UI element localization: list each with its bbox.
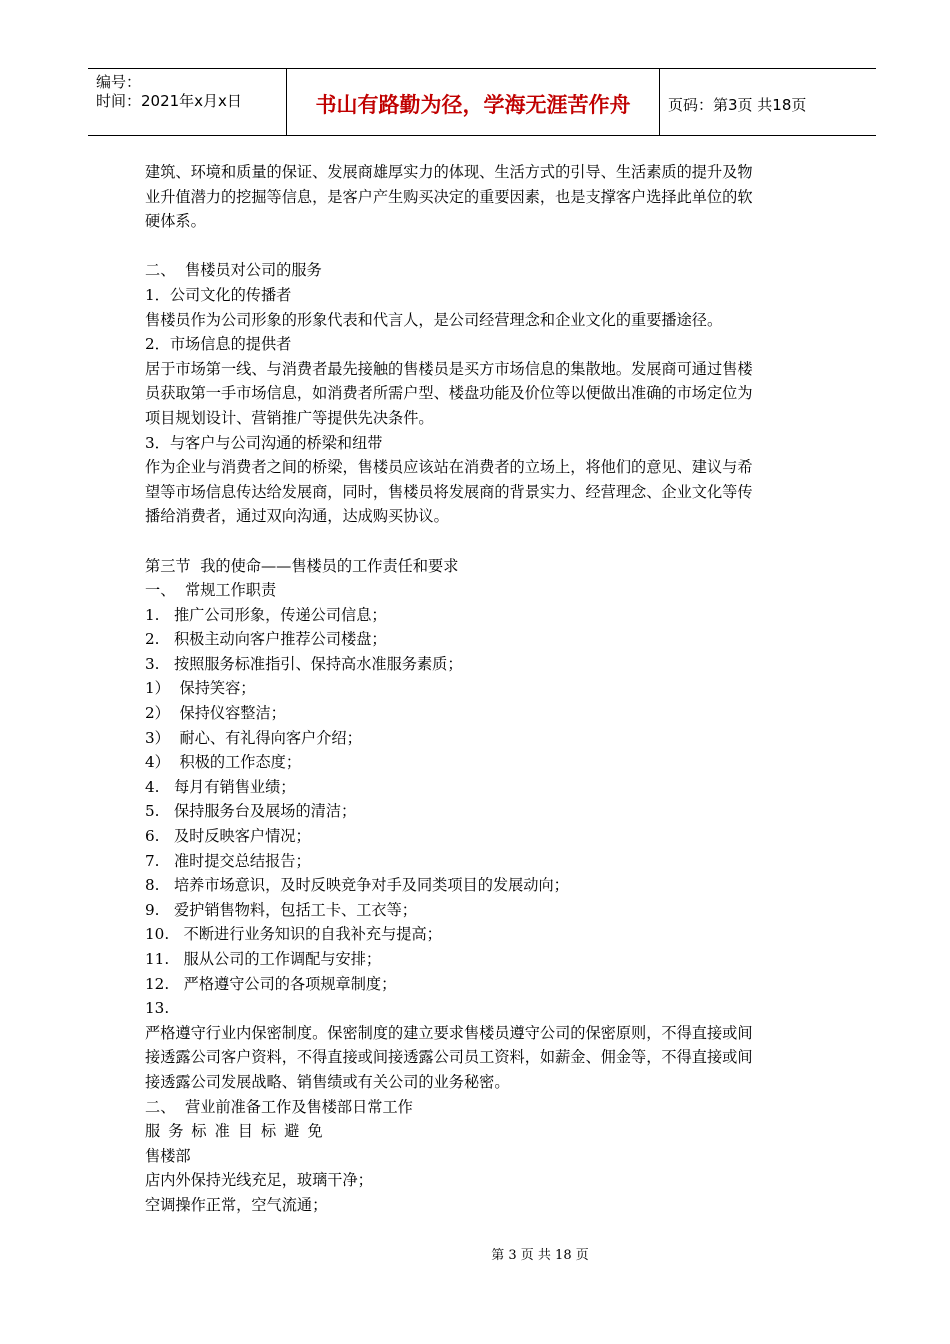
document-body: [145, 160, 825, 1218]
body-line: 望等市场信息传达给发展商，同时，售楼员将发展商的背景实力、经营理念、企业文化等传: [145, 482, 753, 501]
section-title: 第三节 我的使命——售楼员的工作责任和要求: [145, 556, 459, 575]
header-motto: 书山有路勤为径，学海无涯苦作舟: [287, 69, 660, 135]
list-item: 8. 培养市场意识，及时反映竞争对手及同类项目的发展动向；: [145, 876, 569, 895]
serial-label: 编号：: [96, 73, 142, 91]
body-line: 硬体系。: [145, 212, 206, 231]
list-item: 3） 耐心、有礼得向客户介绍；: [145, 728, 362, 747]
body-line: 空调操作正常，空气流通；: [145, 1195, 328, 1214]
blank-line: [145, 234, 825, 259]
body-line: 建筑、环境和质量的保证、发展商雄厚实力的体现、生活方式的引导、生活素质的提升及物: [145, 163, 753, 181]
section-heading: 二、 营业前准备工作及售楼部日常工作: [145, 1097, 413, 1116]
time-label: 时间：2021年x月x日: [96, 92, 242, 110]
header-meta: [88, 69, 287, 135]
table-header-line: 服务标准目标避免: [145, 1122, 331, 1141]
body-line: 接透露公司客户资料，不得直接或间接透露公司员工资料，如薪金、佣金等，不得直接或间: [145, 1048, 753, 1067]
body-line: 严格遵守行业内保密制度。保密制度的建立要求售楼员遵守公司的保密原则，不得直接或间: [145, 1023, 753, 1042]
body-line: 作为企业与消费者之间的桥梁，售楼员应该站在消费者的立场上，将他们的意见、建议与希: [145, 458, 753, 477]
list-item: 2. 积极主动向客户推荐公司楼盘；: [145, 630, 387, 649]
body-line: 业升值潜力的挖掘等信息，是客户产生购买决定的重要因素，也是支撑客户选择此单位的软: [145, 187, 753, 206]
subheading: 1．公司文化的传播者: [145, 285, 292, 304]
body-line: 店内外保持光线充足，玻璃干净；: [145, 1171, 373, 1190]
list-item: 13.: [145, 999, 170, 1018]
list-item: 2） 保持仪容整洁；: [145, 704, 286, 723]
list-item: 7. 准时提交总结报告；: [145, 851, 311, 870]
body-line: 播给消费者，通过双向沟通，达成购买协议。: [145, 507, 449, 526]
subheading: 2．市场信息的提供者: [145, 335, 292, 354]
list-item: 11. 服从公司的工作调配与安排；: [145, 950, 382, 968]
list-item: 9. 爱护销售物料，包括工卡、工衣等；: [145, 900, 417, 919]
body-line: 项目规划设计、营销推广等提供先决条件。: [145, 408, 434, 427]
list-item: 4. 每月有销售业绩；: [145, 777, 296, 796]
body-line: 接透露公司发展战略、销售绩或有关公司的业务秘密。: [145, 1072, 510, 1091]
section-heading: 一、 常规工作职责: [145, 581, 277, 600]
page-footer: 第 3 页 共 18 页: [491, 1248, 589, 1263]
list-item: 10. 不断进行业务知识的自我补充与提高；: [145, 925, 442, 944]
list-item: 12. 严格遵守公司的各项规章制度；: [145, 974, 397, 993]
subheading: 3．与客户与公司沟通的桥梁和纽带: [145, 433, 383, 452]
list-item: 1. 推广公司形象，传递公司信息；: [145, 605, 387, 624]
body-line: 员获取第一手市场信息，如消费者所需户型、楼盘功能及价位等以便做出准确的市场定位为: [145, 384, 753, 403]
section-heading: 二、 售楼员对公司的服务: [145, 261, 322, 280]
body-line: 售楼部: [145, 1146, 191, 1165]
header-page-info: 页码：第3页 共18页: [668, 95, 807, 114]
list-item: 1） 保持笑容；: [145, 679, 256, 698]
page-header: [88, 68, 876, 136]
body-line: 居于市场第一线、与消费者最先接触的售楼员是买方市场信息的集散地。发展商可通过售楼: [145, 359, 753, 378]
body-line: 售楼员作为公司形象的形象代表和代言人，是公司经营理念和企业文化的重要播途径。: [145, 310, 723, 329]
blank-line: [145, 529, 825, 554]
list-item: 3. 按照服务标准指引、保持高水准服务素质；: [145, 654, 463, 673]
list-item: 5. 保持服务台及展场的清洁；: [145, 802, 357, 821]
list-item: 4） 积极的工作态度；: [145, 753, 302, 772]
list-item: 6. 及时反映客户情况；: [145, 827, 311, 846]
